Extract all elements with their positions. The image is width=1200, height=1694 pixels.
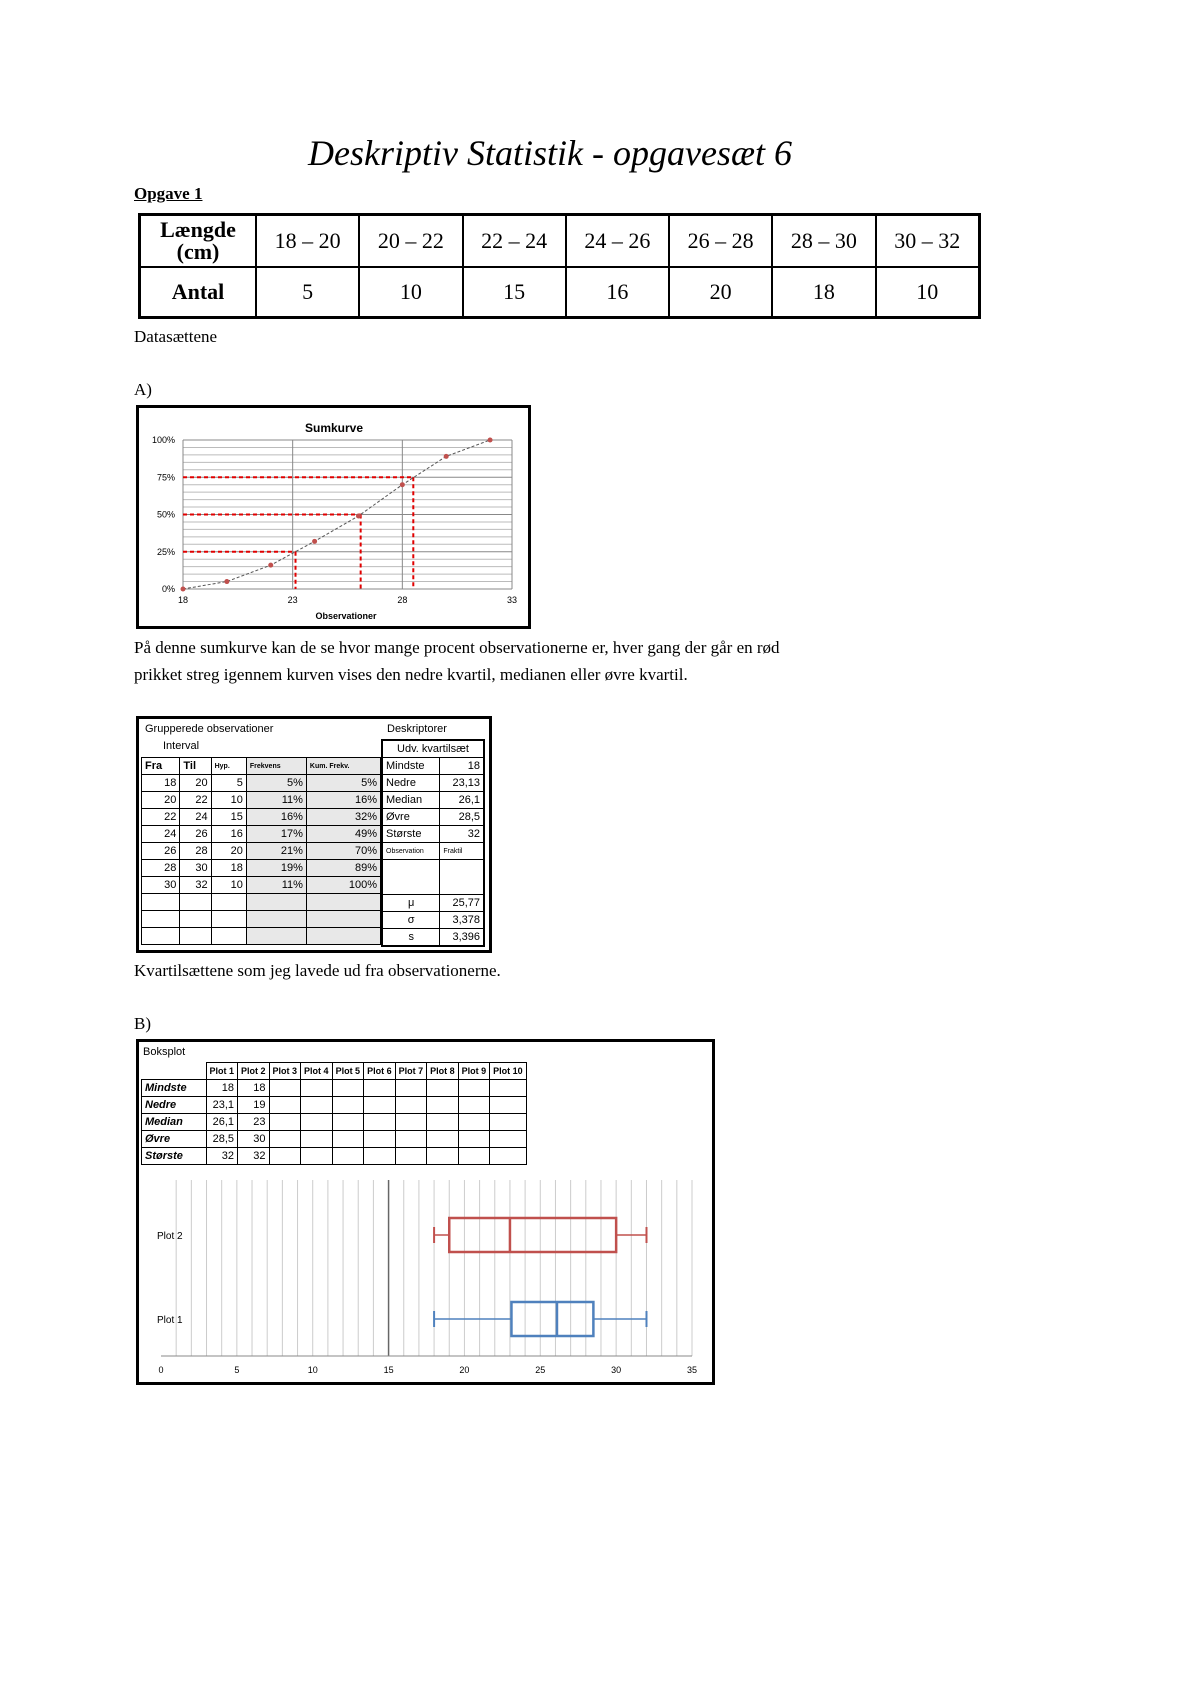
cell: 28 [142, 860, 180, 877]
table-row [142, 1080, 527, 1097]
table-row [142, 894, 381, 911]
data-point [444, 454, 449, 459]
cell: 32 [206, 1148, 238, 1165]
interval-cell: 22 – 24 [463, 215, 566, 267]
desc-row [382, 826, 484, 843]
desc-label: Nedre [382, 775, 440, 792]
plot-header: Plot 8 [427, 1063, 459, 1080]
x-tick-label: 35 [686, 1365, 698, 1375]
desc-subtitle: Udv. kvartilsæt [382, 740, 484, 758]
table-row [142, 911, 381, 928]
cell: 11% [246, 792, 306, 809]
count-cell: 15 [463, 267, 566, 318]
data-point [488, 438, 493, 443]
cell: 26,1 [206, 1114, 238, 1131]
interval-cell: 20 – 22 [359, 215, 462, 267]
cell: 18 [211, 860, 246, 877]
table-row [142, 809, 381, 826]
cell: 10 [211, 792, 246, 809]
row-label: Øvre [142, 1131, 207, 1148]
cell: 24 [180, 809, 211, 826]
desc-value: 28,5 [440, 809, 484, 826]
desc-value: 26,1 [440, 792, 484, 809]
desc-value: 32 [440, 826, 484, 843]
cell: 23,1 [206, 1097, 238, 1114]
cell: 23 [238, 1114, 270, 1131]
grouped-header-row [142, 758, 381, 775]
stat-row [382, 929, 484, 947]
data-point [224, 579, 229, 584]
length-label: Længde [160, 216, 236, 242]
row-label: Nedre [142, 1097, 207, 1114]
cell: 5 [211, 775, 246, 792]
cell: 100% [306, 877, 380, 894]
table-row [142, 1148, 527, 1165]
plot-header: Plot 7 [395, 1063, 427, 1080]
cell: 16 [211, 826, 246, 843]
y-tick-label: 100% [151, 435, 175, 445]
page-title: Deskriptiv Statistik - opgavesæt 6 [308, 133, 792, 173]
cell: 17% [246, 826, 306, 843]
y-tick-label: 50% [156, 509, 175, 520]
cell: 19% [246, 860, 306, 877]
desc-row [382, 758, 484, 775]
cell: 32% [306, 809, 380, 826]
table-row [142, 1131, 527, 1148]
count-cell: 5 [256, 267, 359, 318]
cell: 5% [246, 775, 306, 792]
plot-header: Plot 2 [238, 1063, 270, 1080]
cell: 22 [180, 792, 211, 809]
x-tick-label: 25 [535, 1365, 546, 1375]
stat-value: 25,77 [440, 895, 484, 912]
cell: 32 [238, 1148, 270, 1165]
cell: 28 [180, 843, 211, 860]
plot-header: Plot 9 [458, 1063, 490, 1080]
cell: 20 [211, 843, 246, 860]
length-unit: (cm) [176, 238, 220, 264]
obs-label: Observation [382, 843, 440, 860]
cell: 15 [211, 809, 246, 826]
stat-value: 3,396 [440, 929, 484, 947]
cell: 24 [142, 826, 180, 843]
descriptor-table [381, 739, 485, 947]
row-label: Mindste [142, 1080, 207, 1097]
series-label: Plot 2 [157, 1231, 183, 1242]
table-row [142, 877, 381, 894]
cell: 30 [238, 1131, 270, 1148]
sumkurve-chart [136, 405, 531, 629]
plot-header: Plot 4 [301, 1063, 333, 1080]
x-tick-label: 30 [611, 1365, 622, 1375]
series-label: Plot 1 [157, 1315, 183, 1326]
boxplot-title: Boksplot [143, 1046, 186, 1058]
cell: 49% [306, 826, 380, 843]
x-tick-label: 18 [177, 595, 189, 605]
sumkurve-svg [139, 408, 528, 626]
table-row [142, 928, 381, 945]
plot-header: Plot 5 [332, 1063, 364, 1080]
cell: 16% [246, 809, 306, 826]
data-table [138, 213, 981, 319]
desc-label: Mindste [382, 758, 440, 775]
desc-value: 18 [440, 758, 484, 775]
plot-header: Plot 1 [206, 1063, 238, 1080]
x-tick-label: 10 [307, 1365, 318, 1375]
cell: 89% [306, 860, 380, 877]
interval-cell: 26 – 28 [669, 215, 772, 267]
col-header: Kum. Frekv. [306, 758, 380, 775]
col-header: Frekvens [246, 758, 306, 775]
y-tick-label: 75% [156, 472, 175, 483]
kvartil-text: Kvartilsættene som jeg lavede ud fra observationerne. [134, 961, 501, 980]
col-header: Til [180, 758, 211, 775]
frakt-label: Fraktil [440, 843, 484, 860]
stat-label: σ [382, 912, 440, 929]
data-point [268, 563, 273, 568]
cell: 18 [238, 1080, 270, 1097]
desc-title: Deskriptorer [387, 723, 447, 735]
table-row [142, 1097, 527, 1114]
box [449, 1218, 616, 1252]
grouped-title: Grupperede observationer [145, 723, 274, 735]
stat-value: 3,378 [440, 912, 484, 929]
cell: 26 [180, 826, 211, 843]
cell: 18 [206, 1080, 238, 1097]
cell: 30 [180, 860, 211, 877]
desc-row [382, 843, 484, 860]
data-point [356, 513, 361, 518]
stat-row [382, 912, 484, 929]
sumkurve-title: Sumkurve [304, 421, 364, 435]
desc-label: Median [382, 792, 440, 809]
col-header: Fra [142, 758, 180, 775]
plot-header: Plot 10 [490, 1063, 527, 1080]
table-row [142, 1114, 527, 1131]
interval-cell: 28 – 30 [772, 215, 875, 267]
x-tick-label: 5 [234, 1365, 240, 1375]
count-cell: 16 [566, 267, 669, 318]
x-tick-label: 15 [383, 1365, 394, 1375]
box [511, 1302, 593, 1336]
cell: 28,5 [206, 1131, 238, 1148]
x-tick-label: 23 [287, 595, 298, 605]
length-header [140, 215, 257, 267]
desc-row [382, 809, 484, 826]
x-tick-label: 0 [158, 1365, 164, 1375]
table-row [142, 792, 381, 809]
desc-label: Øvre [382, 809, 440, 826]
interval-cell: 18 – 20 [256, 215, 359, 267]
stat-row [382, 895, 484, 912]
cell: 70% [306, 843, 380, 860]
x-tick-label: 33 [506, 595, 518, 605]
desc-row [382, 792, 484, 809]
sumkurve-xlabel: Observationer [315, 611, 377, 621]
y-tick-label: 25% [156, 546, 175, 557]
boxplot-table [141, 1062, 527, 1165]
boxplot-panel [136, 1039, 715, 1385]
interval-cell: 24 – 26 [566, 215, 669, 267]
part-a-label: A) [134, 380, 152, 399]
grouped-observations-sheet [136, 716, 492, 953]
interval-cell: 30 – 32 [876, 215, 980, 267]
interval-label: Interval [163, 740, 200, 752]
stat-label: s [382, 929, 440, 947]
count-cell: 10 [876, 267, 980, 318]
count-cell: 18 [772, 267, 875, 318]
cell: 30 [142, 877, 180, 894]
grouped-table [141, 757, 381, 945]
y-tick-label: 0% [161, 584, 175, 594]
row-label: Median [142, 1114, 207, 1131]
plot-header: Plot 6 [364, 1063, 396, 1080]
stat-label: μ [382, 895, 440, 912]
opgave-heading: Opgave 1 [134, 184, 203, 203]
cell: 18 [142, 775, 180, 792]
part-b-label: B) [134, 1014, 151, 1033]
x-tick-label: 28 [397, 595, 408, 605]
cell: 16% [306, 792, 380, 809]
col-header: Hyp. [211, 758, 246, 775]
sumkurve-text-line1: På denne sumkurve kan de se hvor mange procent observationerne er, hver gang der går en rød [134, 638, 780, 657]
cell: 26 [142, 843, 180, 860]
table-row [142, 826, 381, 843]
cell: 32 [180, 877, 211, 894]
desc-row [382, 775, 484, 792]
plot-header-row [142, 1063, 527, 1080]
cell: 20 [180, 775, 211, 792]
row-label: Største [142, 1148, 207, 1165]
x-tick-label: 20 [459, 1365, 470, 1375]
plot-header: Plot 3 [269, 1063, 301, 1080]
table-row [142, 775, 381, 792]
cell: 11% [246, 877, 306, 894]
cell: 19 [238, 1097, 270, 1114]
cell: 10 [211, 877, 246, 894]
desc-value: 23,13 [440, 775, 484, 792]
count-cell: 20 [669, 267, 772, 318]
count-cell: 10 [359, 267, 462, 318]
sumkurve-text [134, 634, 1034, 688]
cell: 5% [306, 775, 380, 792]
boxplot-svg [143, 1174, 708, 1379]
cell: 20 [142, 792, 180, 809]
data-point [312, 539, 317, 544]
data-point [181, 587, 186, 592]
table-row [142, 860, 381, 877]
datasaet-label: Datasættene [134, 327, 218, 346]
sumkurve-text-line2: prikket streg igennem kurven vises den nedre kvartil, medianen eller øvre kvartil. [134, 665, 688, 684]
table-row [142, 843, 381, 860]
desc-label: Største [382, 826, 440, 843]
antal-header: Antal [140, 267, 257, 318]
cell: 21% [246, 843, 306, 860]
data-point [400, 482, 405, 487]
cell: 22 [142, 809, 180, 826]
